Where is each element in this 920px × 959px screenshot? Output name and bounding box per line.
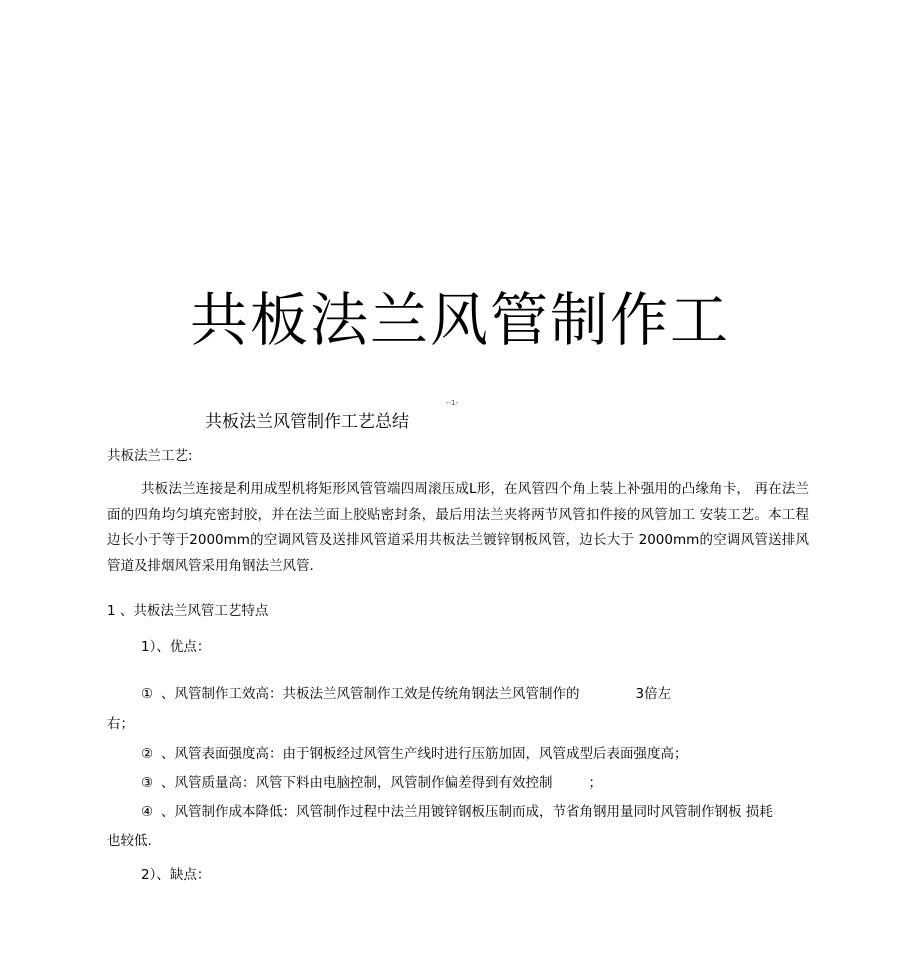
item-text-tail: 3倍左: [635, 686, 672, 702]
big-title: 共板法兰风管制作工: [189, 286, 730, 354]
item-continuation: 右；: [107, 716, 134, 732]
item-marker: ④: [141, 804, 154, 820]
item-marker: ③: [141, 775, 154, 791]
item-marker: ①: [141, 686, 154, 702]
list-item: [141, 683, 843, 705]
list-item: [141, 743, 843, 765]
item-text: 、风管质量高：风管下料由电脑控制，风管制作偏差得到有效控制: [161, 775, 553, 791]
item-text-tail: ；: [588, 775, 602, 791]
section-heading: 共板法兰工艺:: [107, 448, 193, 464]
page-number-mark: --1-: [446, 399, 459, 407]
document-subtitle: 共板法兰风管制作工艺总结: [205, 412, 409, 432]
item-marker: ②: [141, 746, 154, 762]
section1-heading: 1 、共板法兰风管工艺特点: [107, 603, 269, 619]
advantages-heading: 1）、优点：: [141, 639, 211, 655]
list-item: [141, 801, 809, 823]
list-item: [141, 772, 843, 794]
item-continuation: 也较低.: [107, 833, 152, 849]
item-text: 、风管制作成本降低：风管制作过程中法兰用镀锌钢板压制而成，节省角钢用量同时风管制作钢板 损耗: [161, 804, 773, 820]
item-text: 、风管表面强度高：由于钢板经过风管生产线时进行压筋加固，风管成型后表面强度高；: [161, 746, 688, 762]
disadvantages-heading: 2）、缺点：: [141, 867, 211, 883]
intro-paragraph: 共板法兰连接是利用成型机将矩形风管管端四周滚压成L形，在风管四个角上装上补强用的凸缘角卡， 再在法兰面的四角均匀填充密封胶，并在法兰面上胶贴密封条，最后用法兰夹将两节风管扣件接的风管加工 安装工艺。本工程边长小于等于2000mm的空调风管及送排风管道采用共板法兰镀锌钢板风管，边长大于 2000mm的空调风管送排风管道及排烟风管采用角钢法兰风管.: [107, 481, 809, 574]
item-text: 、风管制作工效高：共板法兰风管制作工效是传统角钢法兰风管制作的: [161, 686, 580, 702]
